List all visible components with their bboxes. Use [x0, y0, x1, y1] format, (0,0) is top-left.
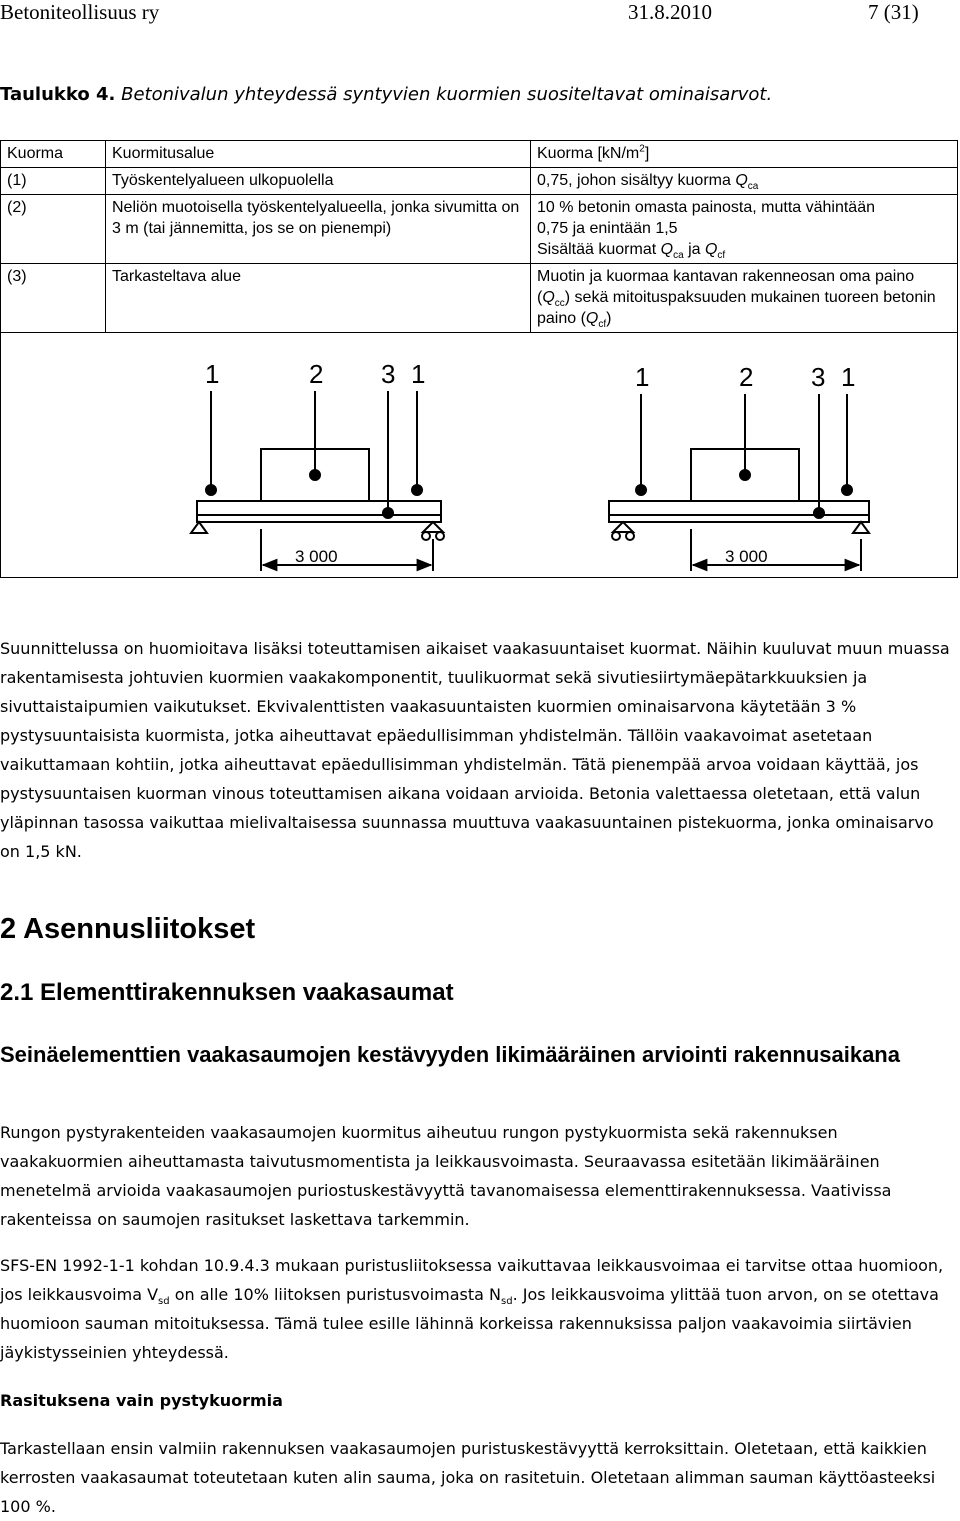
table-cell: 10 % betonin omasta painosta, mutta vähintään 0,75 ja enintään 1,5 Sisältää kuormat $Q_{ca}$ ja $Q_{cf}$: [531, 195, 958, 264]
paragraph-joint-loading: Rungon pystyrakenteiden vaakasaumojen kuormitus aiheutuu rungon pystykuormista sekä rakennuksen vaakakuormien aiheuttamasta taivutusmomentista ja leikkausvoimasta. Seuraavassa esitetään likimääräinen menetelmä arvioida vaakasaumojen puriostuskestävyyttä tavanomaisessa elementtirakennuksessa. Vaativissa rakenteissa on saumojen rasitukset laskettava tarkemmin.: [0, 1123, 892, 1229]
table-cell: (1): [1, 168, 106, 195]
table-header-cell: Kuormitusalue: [106, 141, 531, 168]
paragraph-vertical-loads: Tarkastellaan ensin valmiin rakennuksen vaakasaumojen puristuskestävyyttä kerroksittain. Oletetaan, että kaikkien kerrosten vaakasaumat toteutetaan kuten alin sauma, joka on rasitetuin. Oletetaan alimman sauman käyttöasteeksi 100 %.: [0, 1439, 936, 1516]
topic-heading: Seinäelementtien vaakasaumojen kestävyyden likimääräinen arviointi rakennusaikana: [0, 1042, 900, 1067]
left-dimension: 3 000: [295, 547, 338, 566]
right-label-1a: 1: [635, 362, 650, 392]
table-cell: (2): [1, 195, 106, 264]
table-cell: 0,75, johon sisältyy kuorma $Q_{ca}$: [531, 168, 958, 195]
table-caption-text: Betonivalun yhteydessä syntyvien kuormien suositeltavat ominaisarvot.: [121, 84, 773, 105]
left-label-3: 3: [381, 359, 396, 389]
table-figure-row: [1, 333, 958, 578]
table-cell: Työskentelyalueen ulkopuolella: [106, 168, 531, 195]
right-label-1b: 1: [841, 362, 856, 392]
right-label-3: 3: [811, 362, 826, 392]
table-caption-label: Taulukko 4.: [0, 84, 116, 105]
header-organization: Betoniteollisuus ry: [0, 0, 160, 24]
table-cell: Muotin ja kuormaa kantavan rakenneosan oma paino $(Q_{cc})$ sekä mitoituspaksuuden mukainen tuoreen betonin paino $(Q_{cf})$: [531, 264, 958, 333]
paragraph-shear-rule: SFS-EN 1992-1-1 kohdan 10.9.4.3 mukaan puristusliitoksessa vaikuttavaa leikkausvoimaa ei tarvitse ottaa huomioon, jos leikkausvoima $V_{sd}$ on alle 10% liitoksen puristusvoimasta $N_{sd}$. Jos leikkausvoima ylittää tuon arvon, on se otettava huomioon sauman mitoituksessa. Tämä tulee esille lähinnä korkeissa rakennuksissa paljon vaakavoimia siirtävien jäykistysseinien yhteydessä.: [0, 1256, 944, 1362]
figure-cell: [1, 333, 958, 578]
header-page: 7 (31): [868, 0, 919, 24]
header-date: 31.8.2010: [628, 0, 712, 24]
right-dimension: 3 000: [725, 547, 768, 566]
right-label-2: 2: [739, 362, 754, 392]
table-header-cell: Kuorma: [1, 141, 106, 168]
left-label-1b: 1: [411, 359, 426, 389]
left-label-2: 2: [309, 359, 324, 389]
section-heading: 2 Asennusliitokset: [0, 913, 256, 945]
left-load-diagram: [191, 359, 444, 571]
table-cell: Tarkasteltava alue: [106, 264, 531, 333]
subsection-heading: 2.1 Elementtirakennuksen vaakasaumat: [0, 979, 454, 1006]
load-diagram-pair: [1, 333, 957, 577]
table-caption: [0, 84, 772, 105]
loads-table: [0, 140, 958, 578]
left-label-1a: 1: [205, 359, 220, 389]
table-row: [1, 264, 958, 333]
table-cell: (3): [1, 264, 106, 333]
table-cell: Neliön muotoisella työskentelyalueella, jonka sivumitta on 3 m (tai jännemitta, jos se on pienempi): [106, 195, 531, 264]
table-row: [1, 195, 958, 264]
paragraph-horizontal-loads: Suunnittelussa on huomioitava lisäksi toteuttamisen aikaiset vaakasuuntaiset kuormat. Näihin kuuluvat muun muassa rakentamisesta johtuvien kuormien vaakakomponentit, tuulikuormat sekä sivutiesiirtymäepätarkkuuksien ja sivuttaistaipumien vaikutukset. Ekvivalenttisten vaakasuuntaisten kuormien ominaisarvona käytetään 3 % pystysuuntaisista kuormista, jotka aiheuttavat epäedullisimman yhdistelmän. Tällöin vaakavoimat asetetaan vaikuttamaan kohtiin, jotka aiheuttavat epäedullisimman yhdistelmän. Tätä pienempää arvoa voidaan käyttää, jos pystysuuntaisen kuorman vinous toteuttamisen aikana voidaan arvioida. Betonia valettaessa oletetaan, että valun yläpinnan tasossa vaikuttaa mielivaltaisessa suunnassa muuttuva vaakasuuntainen pistekuorma, jonka ominaisarvo on 1,5 kN.: [0, 639, 950, 861]
right-load-diagram: [609, 362, 869, 571]
stress-heading: Rasituksena vain pystykuormia: [0, 1391, 283, 1410]
table-row: [1, 168, 958, 195]
table-header-cell: Kuorma $[kN/m^2]$: [531, 141, 958, 168]
table-header-row: [1, 141, 958, 168]
